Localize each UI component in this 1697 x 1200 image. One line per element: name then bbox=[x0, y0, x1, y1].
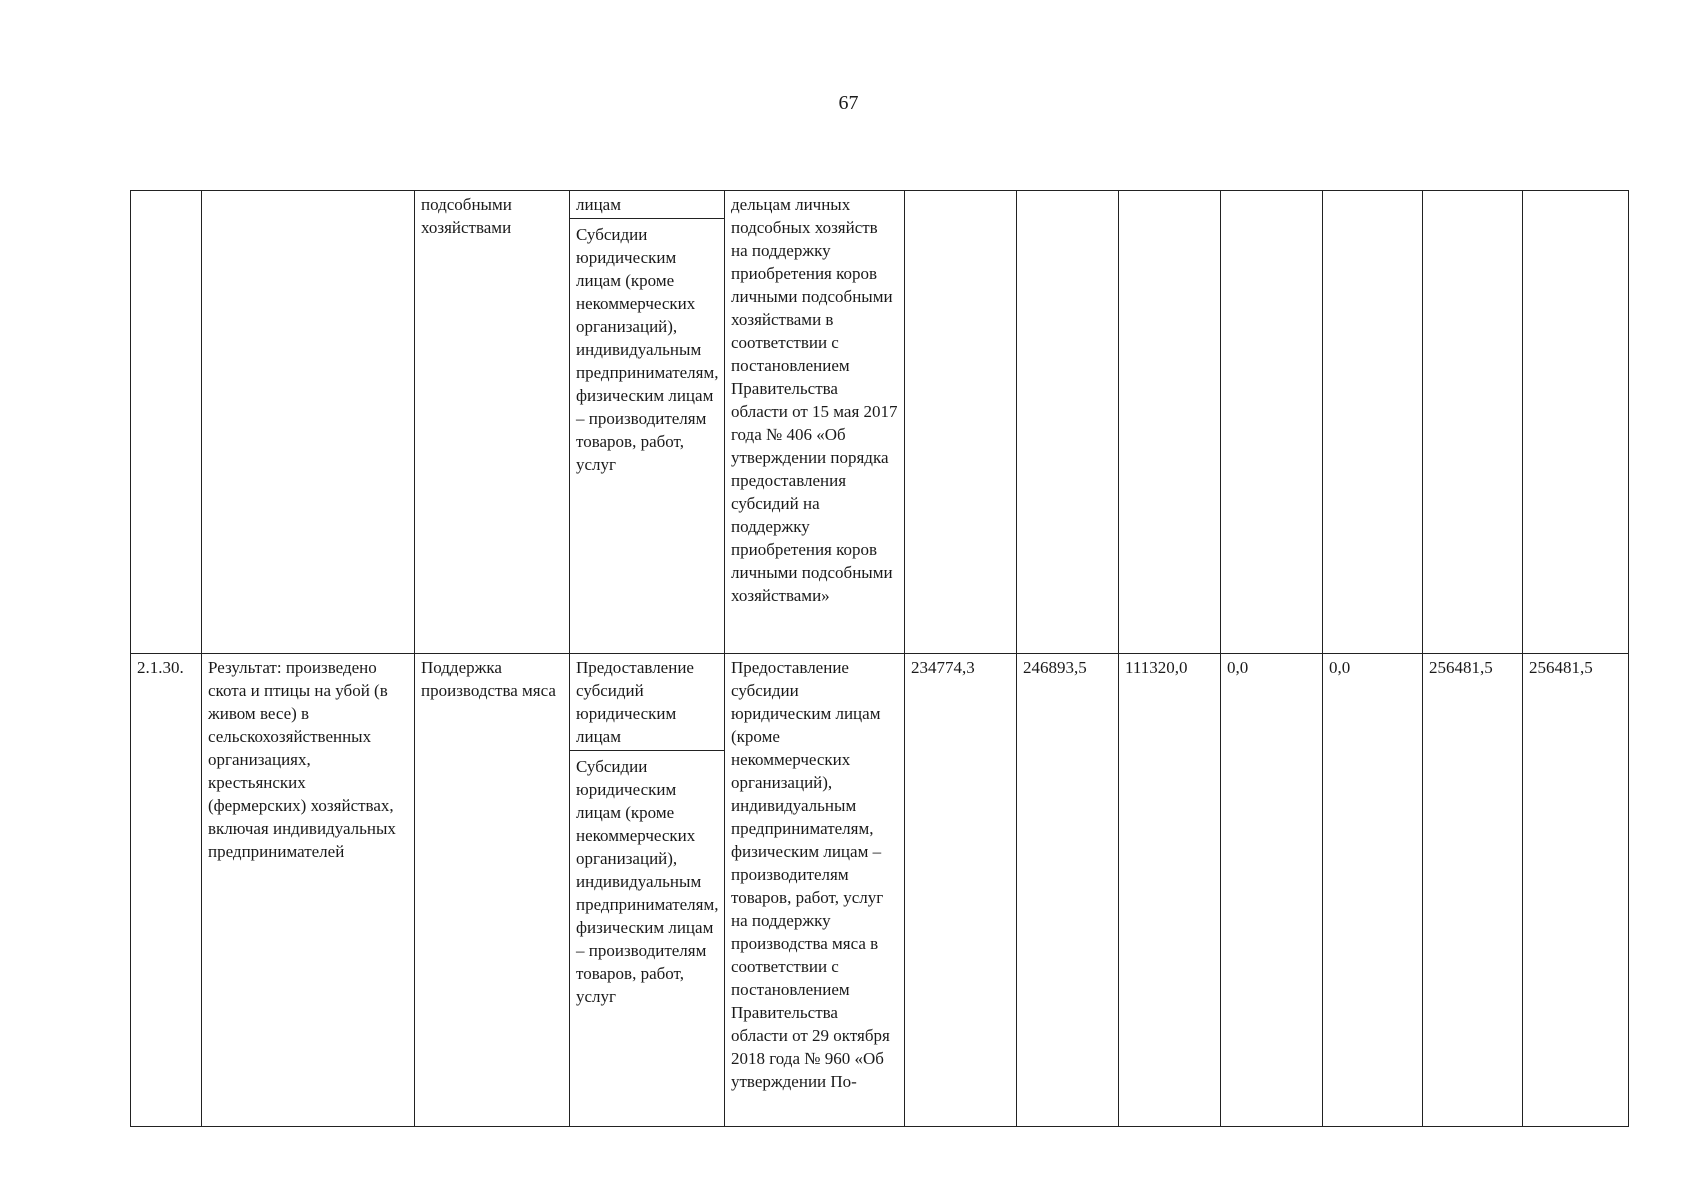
cell-value: 111320,0 bbox=[1119, 654, 1221, 1127]
cell-value: 0,0 bbox=[1323, 654, 1423, 1127]
cell-value: 256481,5 bbox=[1523, 654, 1629, 1127]
cell-value: 246893,5 bbox=[1017, 654, 1119, 1127]
cell-code bbox=[131, 191, 202, 654]
cell-result bbox=[202, 191, 415, 654]
page-number: 67 bbox=[838, 92, 859, 114]
program-table bbox=[130, 190, 1629, 1127]
cell-value bbox=[1221, 191, 1323, 654]
cell-code: 2.1.30. bbox=[131, 654, 202, 1127]
table-row bbox=[131, 654, 1629, 1127]
cell-value bbox=[1523, 191, 1629, 654]
cell-value bbox=[1323, 191, 1423, 654]
cell-measure: подсобными хозяйствами bbox=[415, 191, 570, 654]
cell-value bbox=[1423, 191, 1523, 654]
cell-recipient bbox=[570, 654, 725, 1127]
cell-value: 234774,3 bbox=[905, 654, 1017, 1127]
cell-recipient-bottom: Субсидии юридическим лицам (кроме некоммерческих организаций), индивидуальным предпринимателям, физическим лицам – производителям товаров, работ, услуг bbox=[576, 225, 719, 474]
cell-recipient-top: Предоставление субсидий юридическим лицам bbox=[570, 656, 724, 751]
cell-recipient-top: лицам bbox=[570, 193, 724, 219]
cell-recipient bbox=[570, 191, 725, 654]
cell-value bbox=[905, 191, 1017, 654]
table-row bbox=[131, 191, 1629, 654]
cell-value bbox=[1017, 191, 1119, 654]
cell-result: Результат: произведено скота и птицы на убой (в живом весе) в сельскохозяйственных организациях, крестьянских (фермерских) хозяйствах, включая индивидуальных предпринимателей bbox=[202, 654, 415, 1127]
cell-recipient-bottom: Субсидии юридическим лицам (кроме некоммерческих организаций), индивидуальным предпринимателям, физическим лицам – производителям товаров, работ, услуг bbox=[576, 757, 719, 1006]
cell-description: Предоставление субсидии юридическим лицам (кроме некоммерческих организаций), индивидуальным предпринимателям, физическим лицам – производителям товаров, работ, услуг на поддержку производства мяса в соответствии с постановлением Правительства области от 29 октября 2018 года № 960 «Об утверждении По- bbox=[725, 654, 905, 1127]
cell-description: дельцам личных подсобных хозяйств на поддержку приобретения коров личными подсобными хозяйствами в соответствии с постановлением Правительства области от 15 мая 2017 года № 406 «Об утверждении порядка предоставления субсидий на поддержку приобретения коров личными подсобными хозяйствами» bbox=[725, 191, 905, 654]
cell-value: 0,0 bbox=[1221, 654, 1323, 1127]
cell-value: 256481,5 bbox=[1423, 654, 1523, 1127]
cell-measure: Поддержка производства мяса bbox=[415, 654, 570, 1127]
cell-value bbox=[1119, 191, 1221, 654]
